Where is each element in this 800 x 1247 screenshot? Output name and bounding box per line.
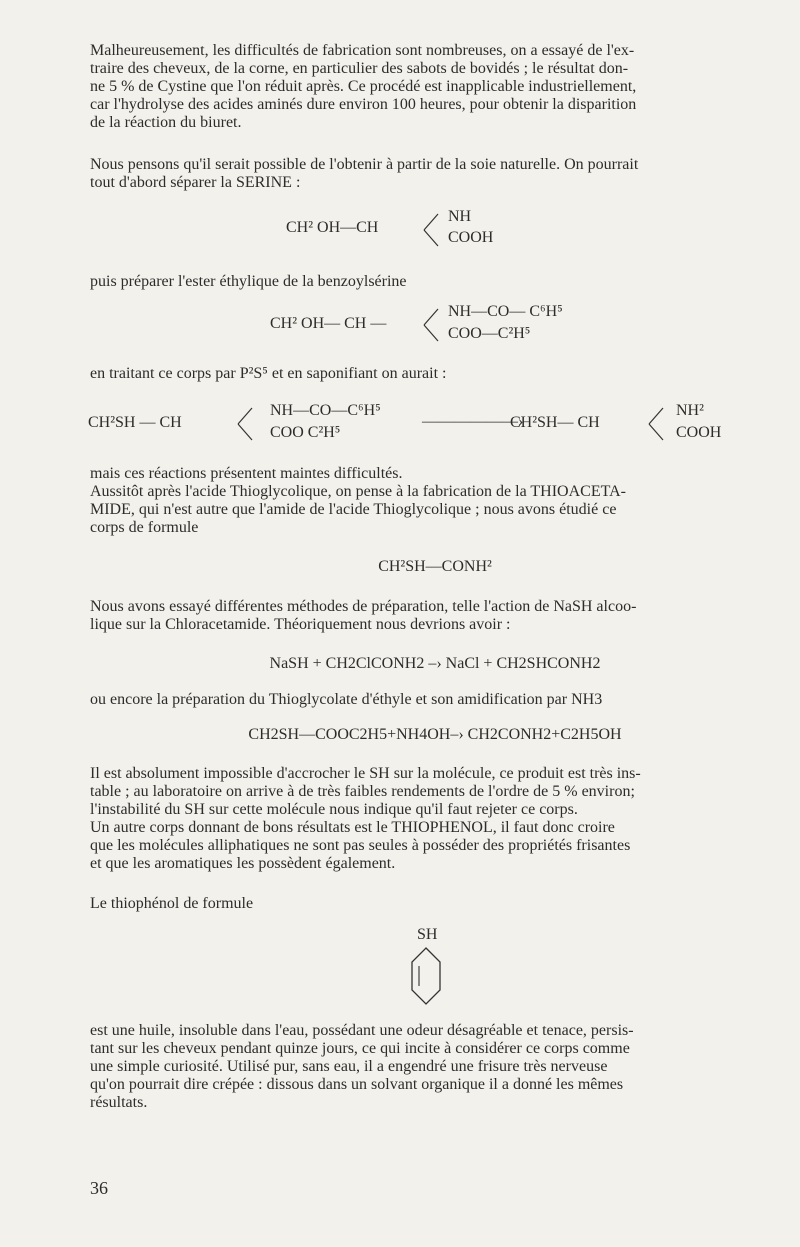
formula-branch-top: NH—CO— C⁶H⁵	[448, 303, 563, 320]
arrow-icon: ——————›	[422, 413, 524, 430]
formula-branch-top-left: NH—CO—C⁶H⁵	[270, 402, 381, 419]
formula-branch-top-right: NH²	[676, 402, 704, 419]
formula-sh-label: SH	[417, 926, 438, 943]
formula-stem: CH² OH— CH —	[270, 315, 387, 332]
paragraph-serine: Nous pensons qu'il serait possible de l'obtenir à partir de la soie naturelle. On pourrait tout d'abord séparer la SERINE :	[90, 156, 639, 191]
formula-branch-bottom-left: COO C²H⁵	[270, 424, 341, 441]
formula-stem-left: CH²SH — CH	[88, 414, 182, 431]
branch-icon	[645, 404, 667, 444]
paragraph-thioacetamide: mais ces réactions présentent maintes difficultés. Aussitôt après l'acide Thioglycolique, on pense à la fabrication de la THIOACETA- MIDE, qui n'est autre que l'amide de l'acide Thioglycolique ; nous avons étudié ce corps de formule	[90, 465, 626, 536]
paragraph-thiophenol-intro: Il est absolument impossible d'accrocher le SH sur la molécule, ce produit est très ins- table ; au laboratoire on arrive à de très faibles rendements de l'ordre de 5 % environ; l'instabilité du SH sur cette molécule nous indique qu'il faut rejeter ce corps. Un autre corps donnant de bons résultats est le THIOPHENOL, il faut donc croire que les molécules alliphatiques ne sont pas seules à posséder des propriétés frisantes et que les aromatiques les possèdent également.	[90, 765, 641, 872]
branch-icon	[420, 305, 442, 345]
paragraph-thiophenol-formula: Le thiophénol de formule	[90, 895, 254, 912]
paragraph-thiophenol-properties: est une huile, insoluble dans l'eau, possédant une odeur désagréable et tenace, persis- tant sur les cheveux pendant quinze jours, ce qui incite à considérer ce corps comme une simple curiosité. Utilisé pur, sans eau, il a engendré une frisure très nerveuse qu'on pourrait dire crépée : dissous dans un solvant organique il a donné les mêmes résultats.	[90, 1022, 634, 1111]
formula-stem: CH² OH—CH	[286, 219, 379, 236]
page-number: 36	[90, 1178, 108, 1198]
paragraph-methods: Nous avons essayé différentes méthodes de préparation, telle l'action de NaSH alcoo- lique sur la Chloracetamide. Théoriquement nous devrions avoir :	[90, 598, 637, 633]
formula-branch-top: NH	[448, 208, 472, 225]
formula-branch-bottom: COOH	[448, 229, 494, 246]
paragraph-benzoylserine: puis préparer l'ester éthylique de la benzoylsérine	[90, 273, 407, 290]
formula-thioacetamide: CH²SH—CONH²	[378, 558, 492, 575]
formula-ester-reaction: CH2SH—COOC2H5+NH4OH–› CH2CONH2+C2H5OH	[248, 726, 622, 743]
benzene-ring-icon	[408, 944, 444, 1008]
formula-nash-reaction: NaSH + CH2ClCONH2 –› NaCl + CH2SHCONH2	[269, 655, 601, 672]
paragraph-amidification: ou encore la préparation du Thioglycolate d'éthyle et son amidification par NH3	[90, 691, 603, 708]
branch-icon	[234, 404, 256, 444]
formula-branch-bottom-right: COOH	[676, 424, 722, 441]
formula-branch-bottom: COO—C²H⁵	[448, 325, 531, 342]
formula-stem-right: CH²SH— CH	[510, 414, 600, 431]
paragraph-p2s5: en traitant ce corps par P²S⁵ et en saponifiant on aurait :	[90, 365, 447, 382]
branch-icon	[420, 210, 442, 250]
paragraph-cystine: Malheureusement, les difficultés de fabrication sont nombreuses, on a essayé de l'ex- traire des cheveux, de la corne, en particulier des sabots de bovidés ; le résultat don- ne 5 % de Cystine que l'on réduit après. Ce procédé est inapplicable industriellement, car l'hydrolyse des acides aminés dure environ 100 heures, pour obtenir la disparition de la réaction du biuret.	[90, 42, 637, 131]
